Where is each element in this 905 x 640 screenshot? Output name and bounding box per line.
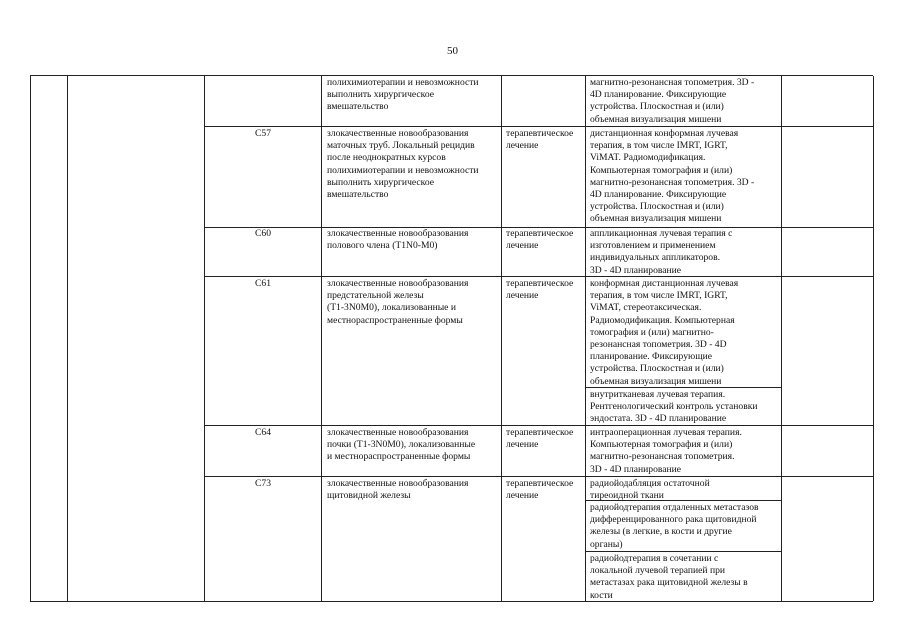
code-cell: C73 <box>255 478 271 489</box>
method-cell: радиойодтерапия в сочетании с локальной лучевой терапией при метастазах рака щитовидной железы в кости <box>590 553 748 601</box>
method-cell: магнитно-резонансная топометрия. 3D - 4D планирование. Фиксирующие устройства. Плоскостная и (или) объемная визуализация мишени <box>590 77 755 125</box>
method-cell: внутритканевая лучевая терапия. Рентгенологический контроль установки эндостата. 3D - 4D планирование <box>590 389 758 425</box>
treatment-type-cell: терапевтическое лечение <box>506 427 574 451</box>
method-cell: интраоперационная лучевая терапия. Компьютерная томография и (или) магнитно-резонансная топометрия. 3D - 4D планирование <box>590 427 742 475</box>
treatment-table <box>30 75 873 602</box>
description-cell: злокачественные новообразования предстательной железы (T1-3N0M0), локализованные и местнораспространенные формы <box>327 278 469 326</box>
treatment-type-cell: терапевтическое лечение <box>506 278 574 302</box>
method-cell: радиойодтерапия отдаленных метастазов дифференцированного рака щитовидной железы (в легкие, в кости и другие органы) <box>590 502 759 550</box>
method-cell: дистанционная конформная лучевая терапия, в том числе IMRT, IGRT, ViMAT. Радиомодификация. Компьютерная томография и (или) магнитно-резонансная топометрия. 3D - 4D планирование. Фиксирующие устройства. Плоскостная и (или) объемная визуализация мишени <box>590 128 755 225</box>
description-cell: злокачественные новообразования щитовидной железы <box>327 478 469 502</box>
description-cell: злокачественные новообразования маточных труб. Локальный рецидив после неоднократных курсов полихимиотерапии и невозможности выполнить хирургическое вмешательство <box>327 128 479 201</box>
treatment-type-cell: терапевтическое лечение <box>506 478 574 502</box>
code-cell: C64 <box>255 427 271 438</box>
treatment-type-cell: терапевтическое лечение <box>506 228 574 252</box>
code-cell: C57 <box>255 128 271 139</box>
description-cell: злокачественные новообразования почки (T1-3N0M0), локализованные и местнораспространенные формы <box>327 427 476 463</box>
code-cell: C60 <box>255 228 271 239</box>
description-cell: полихимиотерапии и невозможности выполнить хирургическое вмешательство <box>327 77 479 113</box>
method-cell: аппликационная лучевая терапия с изготовлением и применением индивидуальных аппликаторов. 3D - 4D планирование <box>590 228 733 276</box>
method-cell: радиойодабляция остаточной тиреоидной ткани <box>590 478 710 502</box>
treatment-type-cell: терапевтическое лечение <box>506 128 574 152</box>
code-cell: C61 <box>255 278 271 289</box>
page-number: 50 <box>447 45 458 57</box>
description-cell: злокачественные новообразования полового члена (T1N0-M0) <box>327 228 469 252</box>
method-cell: конформная дистанционная лучевая терапия, в том числе IMRT, IGRT, ViMAT, стереотаксическая. Радиомодификация. Компьютерная томография и (или) магнитно- резонансная топометрия. 3D - 4D планирование. Фиксирующие устройства. Плоскостная и (или) объемная визуализация мишени <box>590 278 739 387</box>
